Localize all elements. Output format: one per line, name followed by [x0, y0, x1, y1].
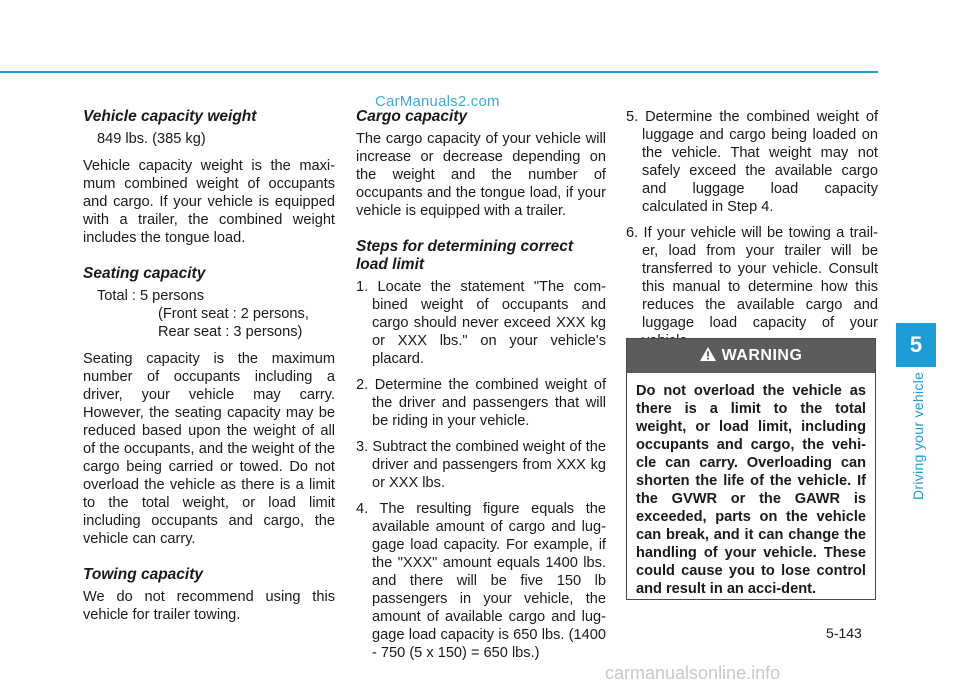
chapter-side-label — [882, 371, 942, 505]
column-1 — [83, 108, 335, 633]
towing-capacity-text: We do not recommend using this vehicle for trailer towing. — [83, 589, 335, 623]
column-2 — [356, 108, 606, 670]
chapter-tab: 5 — [896, 323, 936, 367]
warning-box — [626, 338, 876, 600]
watermark-top[interactable]: CarManuals2.com — [375, 93, 500, 110]
watermark-bottom[interactable]: carmanualsonline.info — [605, 663, 781, 683]
heading-cargo-capacity: Cargo capacity — [356, 108, 468, 125]
seating-front: (Front seat : 2 persons, — [158, 306, 309, 322]
column-3 — [626, 108, 878, 358]
chapter-title: Driving your vehicle — [910, 371, 926, 500]
step-item: 5. Determine the combined weight of luggage and cargo being loaded on the vehicle. That weight may not safely exceed the available cargo and luggage load capacity calculated in Step 4. — [626, 109, 878, 215]
heading-seating-capacity: Seating capacity — [83, 265, 206, 282]
vehicle-capacity-value: 849 lbs. (385 kg) — [97, 131, 206, 147]
warning-title: WARNING — [721, 347, 803, 364]
steps-list-2 — [626, 108, 878, 350]
steps-list-1 — [356, 278, 606, 662]
warning-header — [627, 339, 875, 373]
seating-rear: Rear seat : 3 persons) — [158, 324, 303, 340]
seating-total: Total : 5 persons — [97, 288, 205, 304]
step-item: 2. Determine the combined weight of the driver and passengers that will be riding in your vehicle. — [356, 377, 606, 429]
heading-vehicle-capacity: Vehicle capacity weight — [83, 108, 257, 125]
warning-text: Do not overload the vehicle as there is a limit to the total weight, or load limit, including occupants and cargo, the vehi-cle can carry. Overloading can shorten the life of the vehicle. If the GVWR or the GAWR is exceeded, parts on the vehicle can break, and it can change the handling of your vehicle. These could cause you to lose control and result in an acci-dent. — [636, 383, 866, 597]
page-number: 5-143 — [826, 625, 862, 641]
step-item: 4. The resulting figure equals the available amount of cargo and lug-gage load capacity. For example, if the "XXX" amount equals 1400 lbs. and there will be five 150 lb passengers in your vehicle, the amount of available cargo and lug-gage load capacity is 650 lbs. (1400 - 750 (5 x 150) = 650 lbs.) — [356, 501, 606, 661]
heading-towing-capacity: Towing capacity — [83, 566, 204, 583]
seating-capacity-text: Seating capacity is the maximum number of occupants including a driver, your vehicle may carry. However, the seating capacity may be reduced based upon the weight of all of the occupants, and the weight of the cargo being carried or towed. Do not overload the vehicle as there is a limit to the total weight, or load limit including occupants and cargo, the vehicle can carry. — [83, 351, 335, 547]
cargo-capacity-text: The cargo capacity of your vehicle will increase or decrease depending on the weight and the number of occupants and the tongue load, if your vehicle is equipped with a trailer. — [356, 131, 606, 219]
step-item: 1. Locate the statement "The com-bined weight of occupants and cargo should never exceed XXX kg or XXX lbs." on your vehicle's placard. — [356, 279, 606, 367]
warning-triangle-icon — [700, 347, 716, 366]
seating-capacity-values — [83, 287, 335, 341]
heading-steps-load-limit: Steps for determining correct load limit — [356, 238, 574, 273]
step-item: 3. Subtract the combined weight of the driver and passengers from XXX kg or XXX lbs. — [356, 439, 606, 491]
vehicle-capacity-text: Vehicle capacity weight is the maxi-mum combined weight of occupants and cargo. If your vehicle is equipped with a trailer, the combined weight includes the tongue load. — [83, 158, 335, 246]
step-item: 6. If your vehicle will be towing a trail-er, load from your trailer will be transferred to your vehicle. Consult this manual to determine how this reduces the available cargo and luggage load capacity of your — [626, 225, 878, 331]
top-rule — [0, 71, 878, 73]
